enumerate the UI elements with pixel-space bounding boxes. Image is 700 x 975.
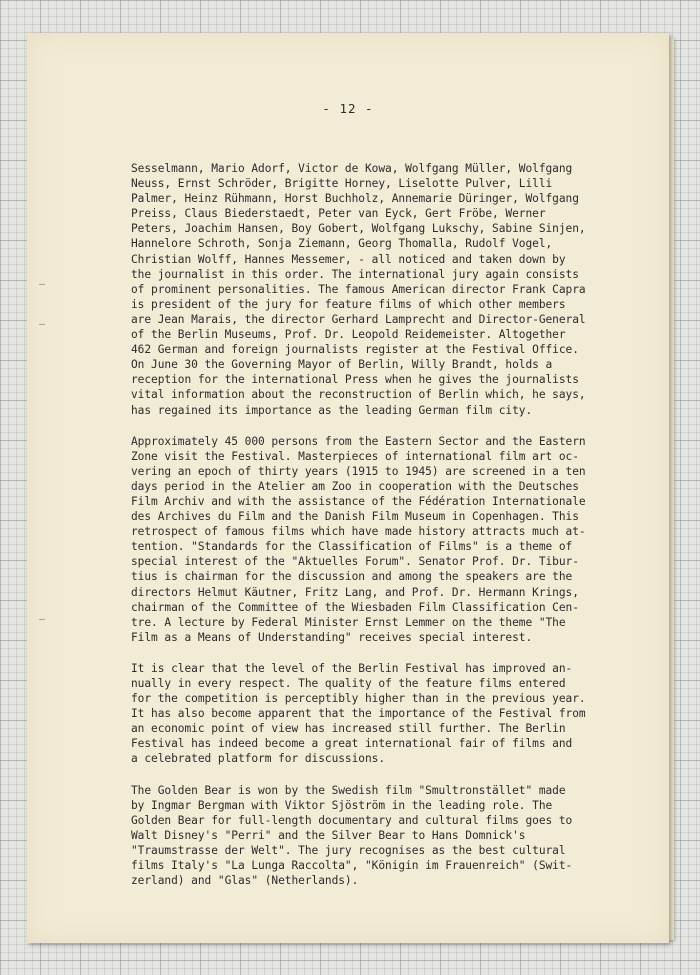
punch-mark: –	[39, 279, 46, 290]
text-line: films Italy's "La Lunga Raccolta", "Königin im Frauenreich" (Swit-	[131, 859, 573, 873]
text-line: Christian Wolff, Hannes Messemer, - all noticed and taken down by	[131, 252, 566, 266]
text-line: It is clear that the level of the Berlin Festival has improved an-	[131, 661, 573, 675]
text-line: Film Archiv and with the assistance of the Fédération Internationale	[131, 494, 586, 508]
text-line: Golden Bear for full-length documentary and cultural films goes to	[131, 813, 573, 827]
text-line: The Golden Bear is won by the Swedish film "Smultronstället" made	[131, 783, 566, 797]
text-line: Sesselmann, Mario Adorf, Victor de Kowa, Wolfgang Müller, Wolfgang	[131, 162, 573, 175]
paragraph-1	[131, 161, 651, 418]
text-line: a celebrated platform for discussions.	[131, 752, 386, 766]
text-line: tre. A lecture by Federal Minister Ernst Lemmer on the theme "The	[131, 615, 566, 629]
text-line: special interest of the "Aktuelles Forum". Senator Prof. Dr. Tibur-	[131, 555, 579, 569]
text-line: 462 German and foreign journalists register at the Festival Office.	[131, 343, 579, 357]
page-number: - 12 -	[322, 101, 374, 116]
text-line: vering an epoch of thirty years (1915 to 1945) are screened in a ten	[131, 464, 586, 478]
text-line: tention. "Standards for the Classification of Films" is a theme of	[131, 540, 573, 554]
text-line: has regained its importance as the leading German film city.	[131, 403, 533, 417]
text-line: Approximately 45 000 persons from the Eastern Sector and the Eastern	[131, 434, 586, 448]
text-line: "Traumstrasse der Welt". The jury recognises as the best cultural	[131, 843, 566, 857]
text-line: chairman of the Committee of the Wiesbaden Film Classification Cen-	[131, 600, 579, 614]
text-line: On June 30 the Governing Mayor of Berlin, Willy Brandt, holds a	[131, 358, 553, 372]
text-line: It has also become apparent that the importance of the Festival from	[131, 707, 586, 721]
paragraph-3	[131, 661, 651, 767]
text-line: Film as a Means of Understanding" receives special interest.	[131, 630, 533, 644]
text-line: by Ingmar Bergman with Viktor Sjöström in the leading role. The	[131, 798, 553, 812]
text-line: Preiss, Claus Biederstaedt, Peter van Eyck, Gert Fröbe, Werner	[131, 207, 546, 221]
text-line: is president of the jury for feature films of which other members	[131, 297, 566, 311]
text-line: vital information about the reconstruction of Berlin which, he says,	[131, 388, 586, 402]
text-line: retrospect of famous films which have made history attracts much at-	[131, 525, 586, 539]
text-line: Zone visit the Festival. Masterpieces of international film art oc-	[131, 449, 579, 463]
document-page	[27, 33, 669, 943]
text-line: tius is chairman for the discussion and among the speakers are the	[131, 570, 573, 584]
text-line: an economic point of view has increased still further. The Berlin	[131, 722, 566, 736]
text-line: reception for the international Press when he gives the journalists	[131, 373, 579, 387]
body-text	[131, 161, 651, 904]
text-line: are Jean Marais, the director Gerhard Lamprecht and Director-General	[131, 312, 586, 326]
text-line: Walt Disney's "Perri" and the Silver Bear to Hans Domnick's	[131, 828, 526, 842]
text-line: of the Berlin Museums, Prof. Dr. Leopold Reidemeister. Altogether	[131, 328, 566, 342]
text-line: of prominent personalities. The famous American director Frank Capra	[131, 282, 586, 296]
text-line: Peters, Joachim Hansen, Boy Gobert, Wolfgang Lukschy, Sabine Sinjen,	[131, 222, 586, 236]
text-line: nually in every respect. The quality of the feature films entered	[131, 677, 566, 690]
text-line: des Archives du Film and the Danish Film Museum in Copenhagen. This	[131, 510, 579, 524]
text-line: directors Helmut Käutner, Fritz Lang, and Prof. Dr. Hermann Krings,	[131, 585, 579, 599]
text-line: Palmer, Heinz Rühmann, Horst Buchholz, Annemarie Düringer, Wolfgang	[131, 192, 579, 206]
text-line: for the competition is perceptibly higher than in the previous year.	[131, 692, 586, 706]
paragraph-2	[131, 434, 651, 645]
text-line: Hannelore Schroth, Sonja Ziemann, Georg Thomalla, Rudolf Vogel,	[131, 237, 553, 251]
punch-mark: –	[39, 319, 46, 330]
text-line: Neuss, Ernst Schröder, Brigitte Horney, Liselotte Pulver, Lilli	[131, 177, 553, 191]
text-line: Festival has indeed become a great international fair of films and	[131, 737, 573, 751]
text-line: the journalist in this order. The international jury again consists	[131, 267, 579, 281]
paragraph-4	[131, 783, 651, 889]
text-line: days period in the Atelier am Zoo in cooperation with the Deutsches	[131, 479, 579, 493]
text-line: zerland) and "Glas" (Netherlands).	[131, 874, 359, 888]
punch-mark: –	[39, 614, 46, 625]
